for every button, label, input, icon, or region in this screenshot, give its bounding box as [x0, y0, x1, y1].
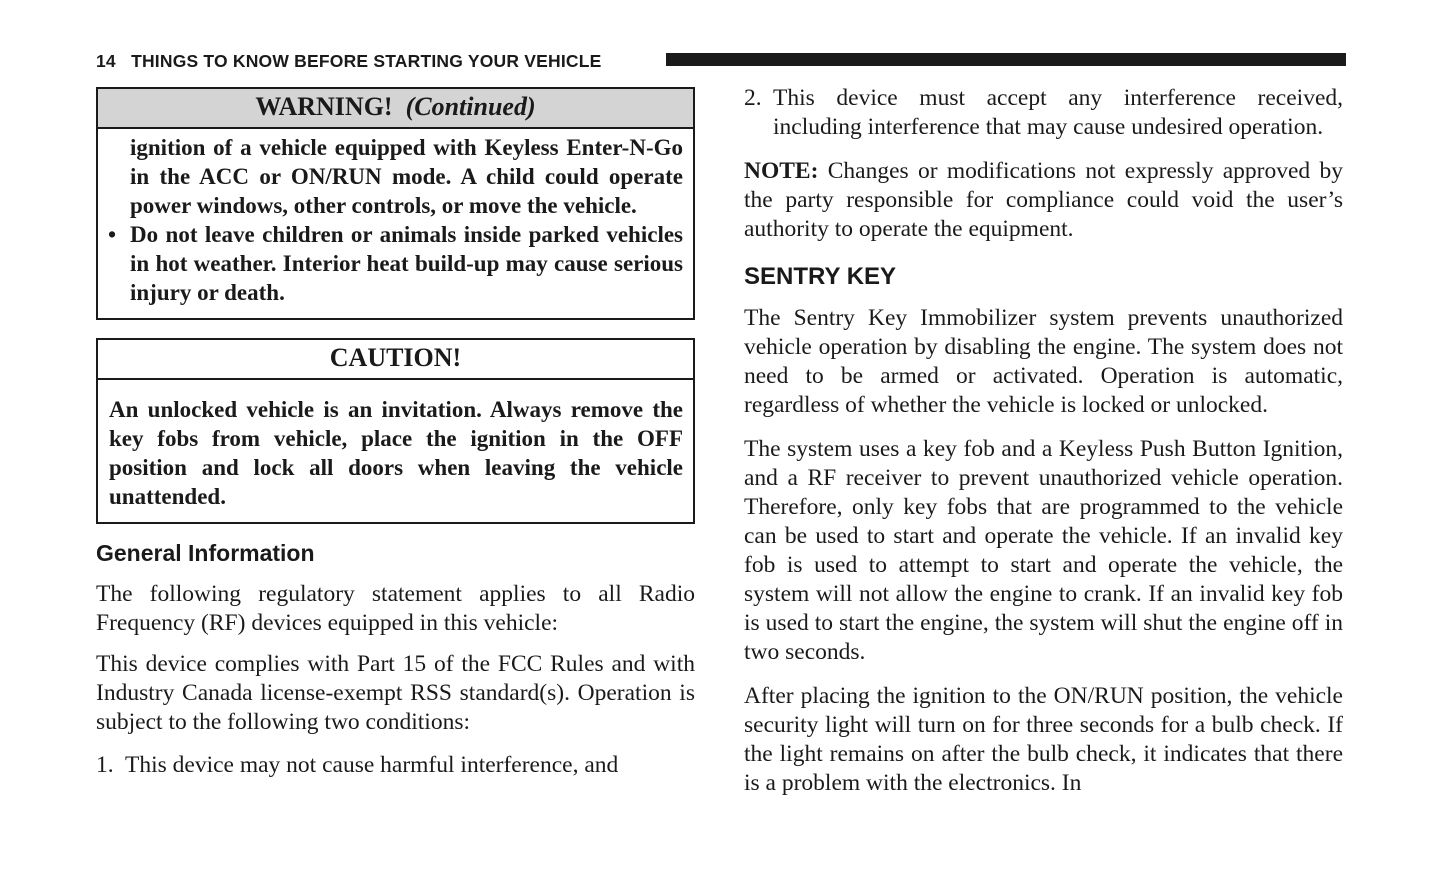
caution-title: CAUTION!: [98, 340, 693, 380]
note-text: Changes or modifications not expressly approved by the party responsible for compliance could void the user’s authority to operate the equipment.: [744, 158, 1343, 242]
condition-item-2: [744, 84, 1343, 142]
general-information-para-1: The following regulatory statement applies to all Radio Frequency (RF) devices equipped in this vehicle:: [96, 581, 695, 636]
header-text: [96, 51, 602, 72]
sentry-key-para-1: The Sentry Key Immobilizer system prevents unauthorized vehicle operation by disabling the engine. The system does not need to be armed or activated. Operation is automatic, regardless of whether the vehicle is locked or unlocked.: [744, 305, 1343, 418]
warning-continued-text: ignition of a vehicle equipped with Keyless Enter-N-Go in the ACC or ON/RUN mode. A child could operate power windows, other controls, or move the vehicle.: [130, 135, 683, 218]
sentry-key-para-2: The system uses a key fob and a Keyless Push Button Ignition, and a RF receiver to prevent unauthorized vehicle operation. Therefore, only key fobs that are programmed to the vehicle can be used to start and operate the vehicle. If an invalid key fob is used to attempt to start and operate the vehicle, the system will not allow the engine to crank. If an invalid key fob is used to start the engine, the system will shut the engine off in two seconds.: [744, 436, 1343, 665]
condition-item-1: [96, 751, 695, 780]
left-column: [96, 87, 695, 780]
page-number: 14: [96, 51, 116, 71]
bullet-icon: •: [108, 222, 117, 247]
caution-body: An unlocked vehicle is an invitation. Always remove the key fobs from vehicle, place the ignition in the OFF position and lock all doors when leaving the vehicle unattended.: [109, 397, 683, 509]
section-title: THINGS TO KNOW BEFORE STARTING YOUR VEHICLE: [131, 51, 602, 71]
sentry-key-para-3: After placing the ignition to the ON/RUN position, the vehicle security light will turn on for three seconds for a bulb check. If the light remains on after the bulb check, it indicates that there is a problem with the electronics. In: [744, 683, 1343, 796]
warning-bullet-text: Do not leave children or animals inside parked vehicles in hot weather. Interior heat build-up may cause serious injury or death.: [130, 222, 683, 305]
note-label: NOTE:: [744, 158, 819, 184]
condition-1-number: 1.: [96, 752, 114, 778]
general-information-para-2: This device complies with Part 15 of the FCC Rules and with Industry Canada license-exempt RSS standard(s). Operation is subject to the following two conditions:: [96, 651, 695, 735]
warning-box: [96, 87, 695, 320]
general-information-heading: General Information: [96, 540, 315, 566]
warning-body: [98, 129, 693, 318]
warning-continued: (Continued): [405, 92, 536, 121]
sentry-key-heading: SENTRY KEY: [744, 263, 897, 290]
warning-title: WARNING! (Continued): [98, 89, 693, 129]
header-rule: [666, 53, 1346, 66]
page-header: [96, 50, 1346, 72]
note-paragraph: [744, 157, 1343, 244]
caution-box: [96, 338, 695, 524]
condition-2-text: This device must accept any interference received, including interference that may cause undesired operation.: [773, 85, 1343, 140]
condition-1-text: This device may not cause harmful interference, and: [125, 752, 619, 778]
warning-bullet-item: [108, 220, 683, 307]
right-column: [744, 84, 1343, 798]
condition-2-number: 2.: [744, 85, 762, 111]
